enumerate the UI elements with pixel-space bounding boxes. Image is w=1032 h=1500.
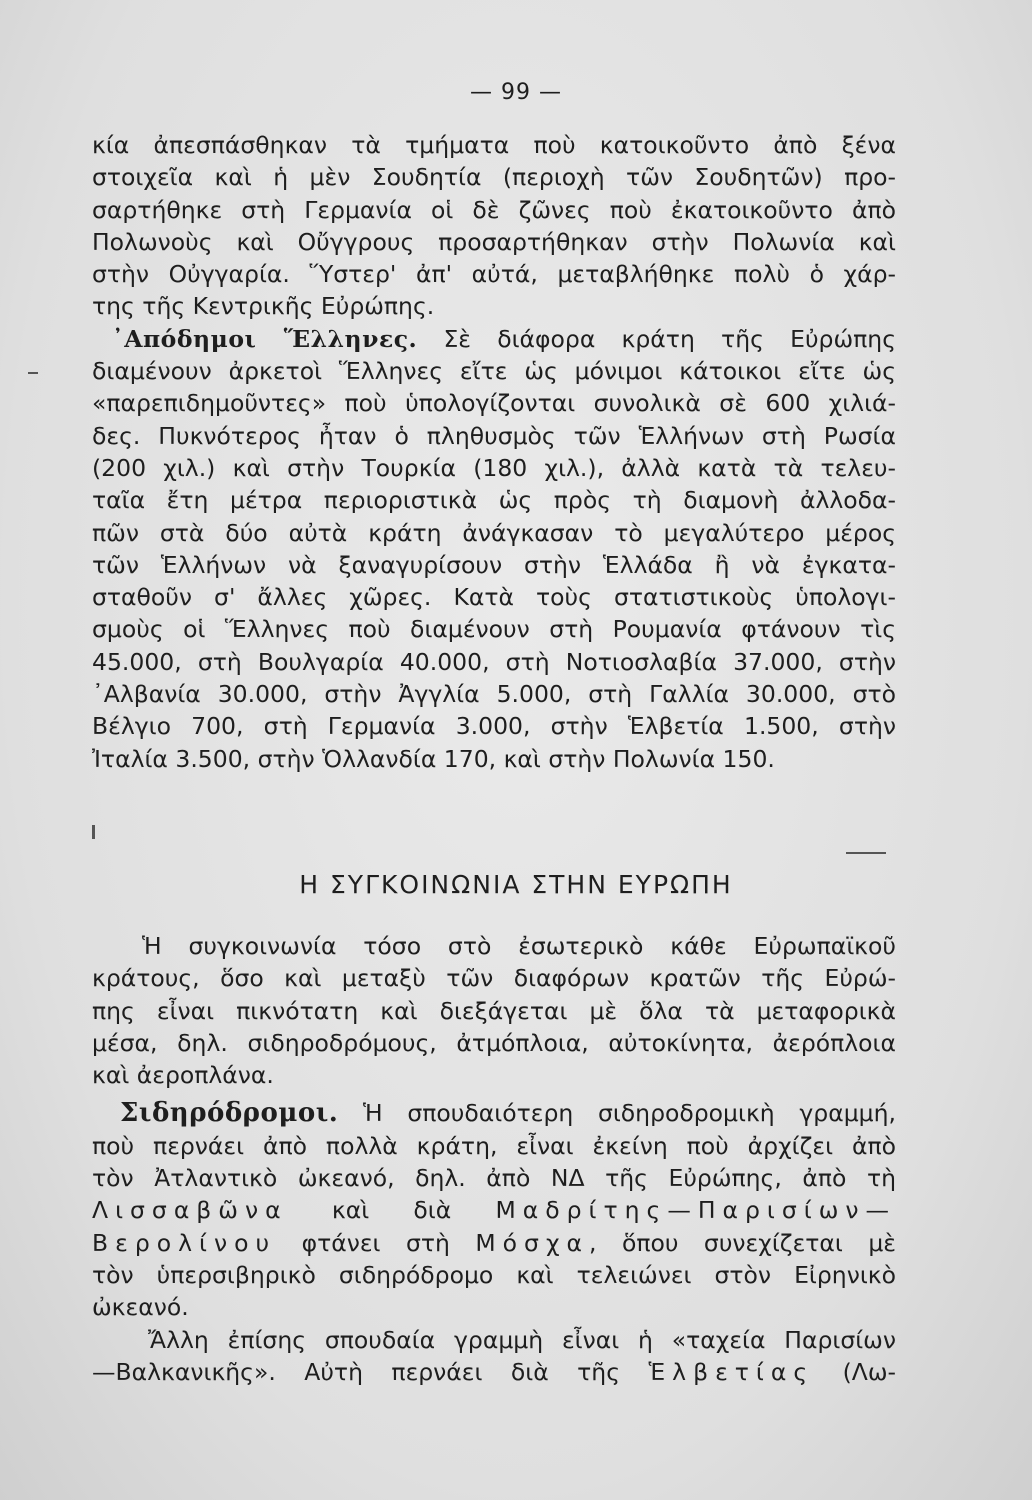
text-line: σαρτήθηκε στὴ Γερμανία οἱ δὲ ζῶνες ποὺ ἐκατοικοῦντο ἀπὸ: [92, 195, 896, 224]
route-connector: φτάνει στὴ: [276, 1228, 476, 1257]
section-transport: [92, 930, 896, 1388]
text-line: ὠκεανό.: [92, 1293, 189, 1322]
margin-mark: [846, 852, 886, 854]
text-line: ταῖα ἔτη μέτρα περιοριστικὰ ὡς πρὸς τὴ διαμονὴ ἀλλοδα-: [92, 486, 896, 515]
text-line: στοιχεῖα καὶ ἡ μὲν Σουδητία (περιοχὴ τῶν Σουδητῶν) προ-: [92, 163, 896, 192]
margin-mark: [28, 372, 38, 374]
text-line: Ἡ συγκοινωνία τόσο στὸ ἐσωτερικὸ κάθε Εὐρωπαϊκοῦ: [142, 932, 896, 960]
page-number: — 99 —: [470, 80, 562, 105]
text-line: τὸν ὑπερσιβηρικὸ σιδηρόδρομο καὶ τελειώνει στὸν Εἰρηνικὸ: [92, 1260, 896, 1289]
route-city: Λισσαβῶνα: [92, 1196, 288, 1225]
text-line: της τῆς Κεντρικῆς Εὐρώπης.: [92, 292, 435, 321]
text-line: (200 χιλ.) καὶ στὴν Τουρκία (180 χιλ.), ἀλλὰ κατὰ τὰ τελευ-: [92, 453, 896, 482]
paragraph-first-line: [92, 1097, 896, 1129]
paragraph-first-line: [92, 323, 896, 355]
text-line: Ἰταλία 3.500, στὴν Ὁλλανδία 170, καὶ στὴν Πολωνία 150.: [92, 744, 775, 773]
route-connector: , ὅπου συνεχίζεται μὲ: [589, 1228, 896, 1257]
section-heading: Η ΣΥΓΚΟΙΝΩΝΙΑ ΣΤΗΝ ΕΥΡΩΠΗ: [299, 870, 733, 899]
route-connector: καὶ διὰ: [287, 1196, 496, 1225]
text-line: Βέλγιο 700, στὴ Γερμανία 3.000, στὴν Ἑλβετία 1.500, στὴν: [92, 712, 896, 741]
text-fragment: (Λω-: [814, 1357, 896, 1386]
text-line: κράτους, ὅσο καὶ μεταξὺ τῶν διαφόρων κρατῶν τῆς Εὐρώ-: [92, 964, 896, 993]
text-line: πης εἶναι πικνότατη καὶ διεξάγεται μὲ ὅλα τὰ μεταφορικὰ: [92, 996, 896, 1025]
route-line: [92, 1194, 896, 1226]
text-line: τῶν Ἑλλήνων νὰ ξαναγυρίσουν στὴν Ἑλλάδα ἢ νὰ ἐγκατα-: [92, 550, 896, 579]
text-line: πῶν στὰ δύο αὐτὰ κράτη ἀνάγκασαν τὸ μεγαλύτερο μέρος: [92, 518, 896, 547]
text-line: [92, 1356, 896, 1388]
margin-mark: [92, 825, 95, 839]
text-line: δες. Πυκνότερος ἦταν ὁ πληθυσμὸς τῶν Ἑλλήνων στὴ Ρωσία: [92, 421, 896, 450]
text-line: διαμένουν ἀρκετοὶ Ἕλληνες εἴτε ὡς μόνιμοι κάτοικοι εἴτε ὡς: [92, 357, 896, 386]
text-line: σταθοῦν σ' ἄλλες χῶρες. Κατὰ τοὺς στατιστικοὺς ὑπολογι-: [92, 583, 896, 612]
paragraph-lead-railways: Σιδηρόδρομοι.: [120, 1098, 339, 1129]
route-city: Βερολίνου: [92, 1228, 277, 1257]
text-line: Πολωνοὺς καὶ Οὔγγρους προσαρτήθηκαν στὴν Πολωνία καὶ: [92, 227, 896, 256]
country-name: Ἑλβετίας: [648, 1357, 815, 1386]
text-line: τὸν Ἀτλαντικὸ ὠκεανό, δηλ. ἀπὸ ΝΔ τῆς Εὐρώπης, ἀπὸ τὴ: [92, 1164, 896, 1193]
text-fragment: —Βαλκανικῆς». Αὐτὴ περνάει διὰ τῆς: [92, 1357, 620, 1386]
text-line: 45.000, στὴ Βουλγαρία 40.000, στὴ Νοτιοσλαβία 37.000, στὴν: [92, 647, 896, 676]
text-line: σμοὺς οἱ Ἕλληνες ποὺ διαμένουν στὴ Ρουμανία φτάνουν τὶς: [92, 615, 896, 644]
route-city: Μαδρίτης—Παρισίων—: [495, 1196, 896, 1225]
section-migrants: [92, 129, 896, 775]
text-line: Ἄλλη ἐπίσης σπουδαία γραμμὴ εἶναι ἡ «ταχεία Παρισίων: [148, 1325, 896, 1354]
text-line: «παρεπιδημοῦντες» ποὺ ὑπολογίζονται συνολικὰ σὲ 600 χιλιά-: [92, 389, 896, 418]
text-line: κία ἀπεσπάσθηκαν τὰ τμήματα ποὺ κατοικοῦντο ἀπὸ ξένα: [92, 131, 896, 159]
text-line: ποὺ περνάει ἀπὸ πολλὰ κράτη, εἶναι ἐκείνη ποὺ ἀρχίζει ἀπὸ: [92, 1131, 896, 1160]
route-line: [92, 1227, 896, 1259]
paragraph-first-rest: Σὲ διάφορα κράτη τῆς Εὐρώπης: [417, 324, 896, 353]
paragraph-lead-apodimoi: ᾿Απόδημοι Ἕλληνες.: [112, 324, 418, 353]
text-line: στὴν Οὐγγαρία. Ὕστερ' ἀπ' αὐτά, μεταβλήθηκε πολὺ ὁ χάρ-: [92, 260, 896, 289]
text-line: μέσα, δηλ. σιδηροδρόμους, ἀτμόπλοια, αὐτοκίνητα, ἀερόπλοια: [92, 1028, 896, 1057]
text-line: ᾿Αλβανία 30.000, στὴν Ἀγγλία 5.000, στὴ Γαλλία 30.000, στὸ: [92, 680, 896, 709]
route-city: Μόσχα: [475, 1228, 590, 1257]
text-line: καὶ ἀεροπλάνα.: [92, 1061, 274, 1090]
paragraph-first-rest: Ἡ σπουδαιότερη σιδηροδρομικὴ γραμμή,: [338, 1099, 896, 1128]
